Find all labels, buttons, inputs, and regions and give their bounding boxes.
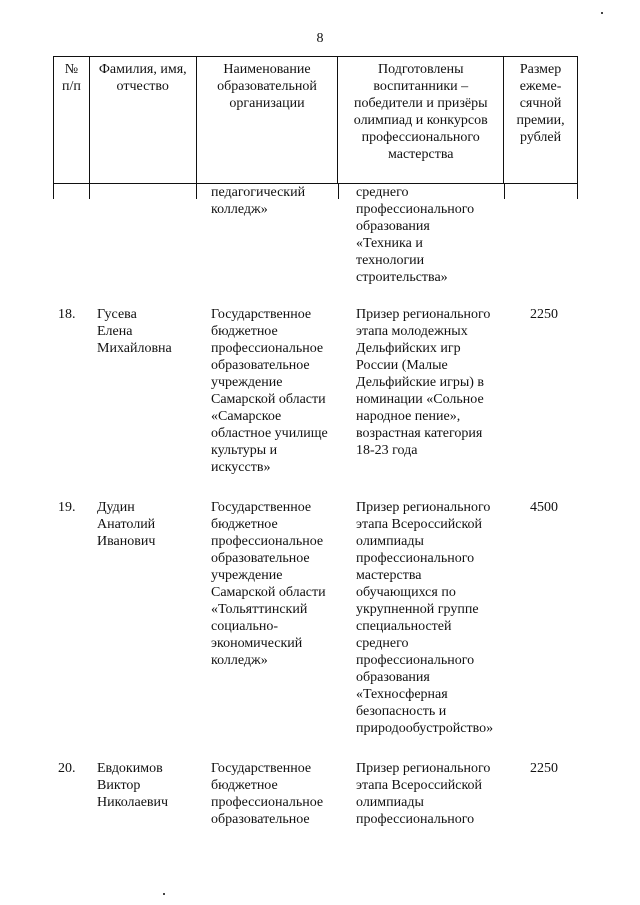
header-column-lines [53, 184, 578, 199]
row-18-prepared: Призер регионального этапа молодежных Дельфийских игр России (Малые Дельфийские игры) в номинации «Сольное народное пение», возрастная категория 18-23 года [356, 307, 491, 458]
header-prepared: Подготовлены воспитанники – победители и призёры олимпиад и конкурсов профессионального мастерства [338, 57, 504, 184]
row-18-amount: 2250 [530, 307, 558, 322]
header-organization: Наименование образовательной организации [196, 57, 338, 184]
continuation-organization: педагогический колледж» [211, 185, 306, 217]
row-19-organization: Государственное бюджетное профессиональное образовательное учреждение Самарской области «Тольяттинский социально- экономический колледж» [211, 500, 326, 668]
header-name: Фамилия, имя, отчество [89, 57, 196, 184]
row-20-organization: Государственное бюджетное профессиональное образовательное [211, 761, 324, 827]
row-18-number: 18. [58, 307, 76, 322]
scan-speck [601, 12, 603, 14]
row-18-organization: Государственное бюджетное профессиональное образовательное учреждение Самарской области «Самарское областное училище культуры и искусств» [211, 307, 328, 475]
row-20-name: Евдокимов Виктор Николаевич [97, 761, 169, 810]
row-19-prepared: Призер регионального этапа Всероссийской олимпиады профессионального мастерства обучающихся по укрупненной группе специальностей среднего профессионального образования «Техносферная безопасность и природообустройство» [356, 500, 494, 736]
row-20-number: 20. [58, 761, 76, 776]
page-number: 8 [316, 31, 324, 46]
table-header [53, 56, 578, 184]
scan-speck [163, 893, 165, 895]
continuation-prepared: среднего профессионального образования «Техника и технологии строительства» [356, 185, 475, 285]
row-18-name: Гусева Елена Михайловна [97, 307, 172, 356]
header-num: № п/п [54, 57, 90, 184]
row-19-number: 19. [58, 500, 76, 515]
row-19-amount: 4500 [530, 500, 558, 515]
row-19-name: Дудин Анатолий Иванович [97, 500, 156, 549]
row-20-amount: 2250 [530, 761, 558, 776]
row-20-prepared: Призер регионального этапа Всероссийской олимпиады профессионального [356, 761, 491, 827]
header-amount: Размер ежеме- сячной премии, рублей [504, 57, 578, 184]
